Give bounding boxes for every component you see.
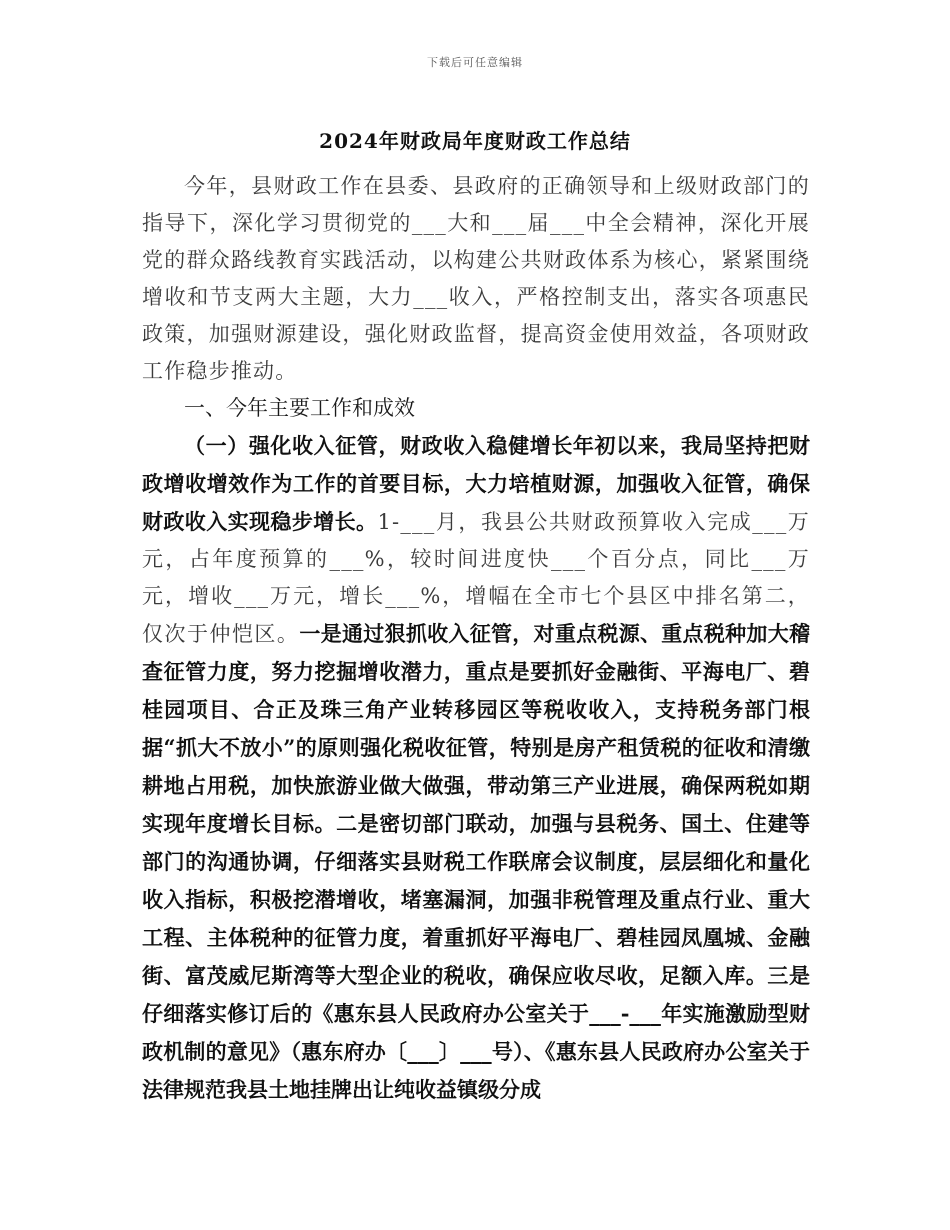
section-heading-1: 一、今年主要工作和成效	[184, 396, 415, 420]
document-title: 2024年财政局年度财政工作总结	[319, 129, 631, 153]
paragraph-points-two-three: 二是密切部门联动，加强与县税务、国土、住建等部门的沟通协调，仔细落实县财税工作联席会议制度，层层细化和量化收入指标，积极挖潜增收，堵塞漏洞，加强非税管理及重点行业、重大工程、主体税种的征管力度，着重抓好平海电厂、碧桂园凤凰城、金融街、富茂威尼斯湾等大型企业的税收，确保应收尽收，足额入库。三是仔细落实修订后的《惠东县人民政府办公室关于___-___年实施激励型财政机制的意见》（惠东府办〔___〕___号）、《惠东县人民政府办公室关于法律规范我县土地挂牌出让纯收益镇级分成	[142, 811, 811, 1102]
header-note: 下载后可任意编辑	[427, 56, 523, 69]
document-body	[142, 168, 810, 1109]
paragraph-lead: （一）强化收入征管，财政收入稳健增长年初以来，我局坚持把财政增收增效作为工作的首要目标，大力培植财源，加强收入征管，确保财政收入实现稳步增长。	[142, 433, 810, 534]
intro-paragraph: 今年，县财政工作在县委、县政府的正确领导和上级财政部门的指导下，深化学习贯彻党的___大和___届___中全会精神，深化开展党的群众路线教育实践活动，以构建公共财政体系为核心，紧紧围绕增收和节支两大主题，大力___收入，严格控制支出，落实各项惠民政策，加强财源建设，强化财政监督，提高资金使用效益，各项财政工作稳步推动。	[142, 174, 810, 383]
paragraph-point-one: 一是通过狠抓收入征管，对重点税源、重点税种加大稽查征管力度，努力挖掘增收潜力，重点是要抓好金融街、平海电厂、碧桂园项目、合正及珠三角产业转移园区等税收收入，支持税务部门根据“抓大不放小”的原则强化税收征管，特别是房产租赁税的征收和清缴耕地占用税，加快旅游业做大做强，带动第三产业进展，确保两税如期实现年度增长目标。	[142, 621, 810, 836]
paragraph-income-management	[142, 427, 810, 1109]
paragraph-statistics: 1-___月，我县公共财政预算收入完成___万元，占年度预算的___%，较时间进度快___个百分点，同比___万元，增收___万元，增长___%，增幅在全市七个县区中排名第二，仅次于仲恺区。	[142, 510, 811, 646]
